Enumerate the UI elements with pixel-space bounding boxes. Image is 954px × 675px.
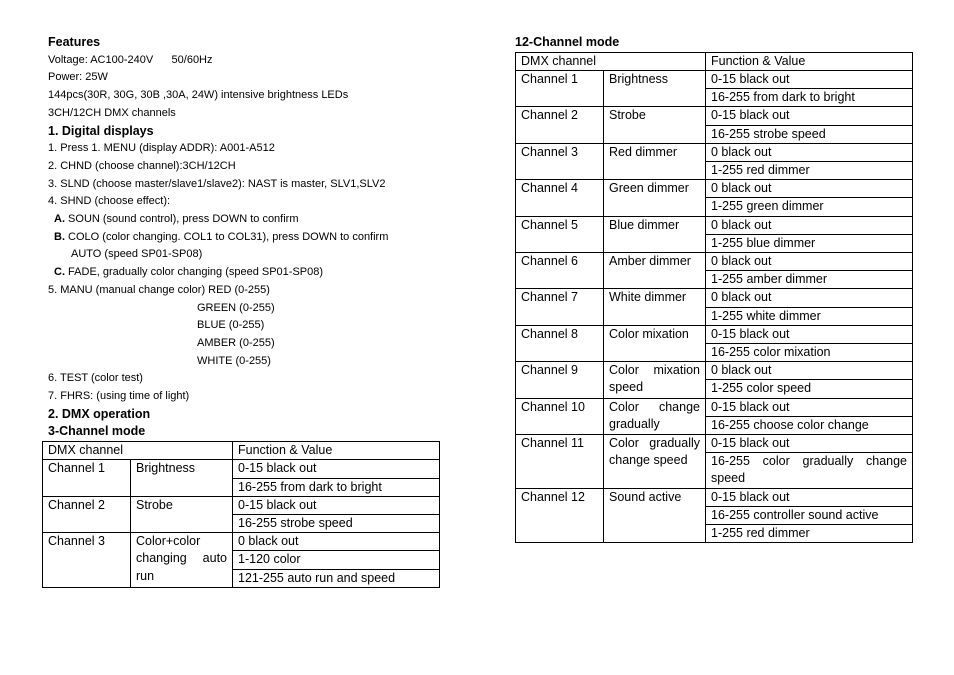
value-cell: 0 black out <box>706 216 913 234</box>
table-row <box>516 180 913 198</box>
right-column <box>515 34 915 543</box>
value-cell: 0 black out <box>706 362 913 380</box>
effect-item-c <box>48 264 443 282</box>
value-cell: 0-15 black out <box>706 325 913 343</box>
table-row <box>516 70 913 88</box>
channel-cell: Channel 3 <box>516 143 604 179</box>
twelve-channel-table-body <box>516 52 913 542</box>
value-cell: 0 black out <box>233 533 440 551</box>
channel-cell: Channel 1 <box>516 70 604 106</box>
function-name-cell: Blue dimmer <box>604 216 706 252</box>
effect-letter: B. <box>54 230 65 243</box>
effect-text: FADE, gradually color changing (speed SP01-SP08) <box>65 266 324 279</box>
effect-text: COLO (color changing. COL1 to COL31), press DOWN to confirm <box>65 230 389 243</box>
features-heading: Features <box>48 35 101 49</box>
value-cell: 16-255 from dark to bright <box>706 89 913 107</box>
channel-cell: Channel 11 <box>516 434 604 488</box>
table-row <box>516 398 913 416</box>
manu-line: 5. MANU (manual change color) RED (0-255) <box>48 283 270 296</box>
function-name-cell: Color gradually change speed <box>604 434 706 488</box>
table-row <box>43 533 440 551</box>
value-cell: 0-15 black out <box>706 70 913 88</box>
value-cell: 121-255 auto run and speed <box>233 569 440 587</box>
three-channel-table <box>42 441 440 588</box>
value-cell: 0 black out <box>706 180 913 198</box>
function-name-cell: White dimmer <box>604 289 706 325</box>
channel-cell: Channel 1 <box>43 460 131 496</box>
function-name-cell: Color mixation speed <box>604 362 706 398</box>
value-cell: 16-255 choose color change <box>706 416 913 434</box>
table-row <box>516 216 913 234</box>
channel-cell: Channel 5 <box>516 216 604 252</box>
channel-cell: Channel 3 <box>43 533 131 588</box>
menu-item: 2. CHND (choose channel):3CH/12CH <box>48 159 236 172</box>
value-cell: 16-255 color mixation <box>706 343 913 361</box>
channel-cell: Channel 10 <box>516 398 604 434</box>
value-cell: 1-255 white dimmer <box>706 307 913 325</box>
table-row <box>516 434 913 452</box>
table-row <box>516 143 913 161</box>
voltage-line: Voltage: AC100-240V 50/60Hz <box>48 53 213 66</box>
function-name-cell: Amber dimmer <box>604 252 706 288</box>
twelve-channel-table <box>515 52 913 543</box>
channel-cell: Channel 6 <box>516 252 604 288</box>
function-name-cell: Brightness <box>604 70 706 106</box>
dmx-operation-heading: 2. DMX operation <box>48 406 151 421</box>
value-cell: 1-255 green dimmer <box>706 198 913 216</box>
fhrs-line: 7. FHRS: (using time of light) <box>48 390 190 403</box>
function-name-cell: Color+color changing auto run <box>131 533 233 588</box>
value-cell: 16-255 strobe speed <box>706 125 913 143</box>
table-row <box>516 252 913 270</box>
value-cell: 1-255 blue dimmer <box>706 234 913 252</box>
value-cell: 1-255 red dimmer <box>706 161 913 179</box>
manu-color: AMBER (0-255) <box>197 336 275 349</box>
test-line: 6. TEST (color test) <box>48 372 143 385</box>
digital-displays-heading: 1. Digital displays <box>48 123 154 138</box>
function-name-cell: Strobe <box>604 107 706 143</box>
manu-color: GREEN (0-255) <box>197 301 275 314</box>
function-name-cell: Green dimmer <box>604 180 706 216</box>
table-row <box>516 107 913 125</box>
manu-color: BLUE (0-255) <box>197 319 265 332</box>
effect-letter: C. <box>54 266 65 279</box>
table-row <box>43 496 440 514</box>
value-cell: 0 black out <box>706 252 913 270</box>
value-cell: 0-15 black out <box>706 434 913 452</box>
menu-item: 4. SHND (choose effect): <box>48 195 171 208</box>
channel-cell: Channel 2 <box>516 107 604 143</box>
header-cell: DMX channel <box>516 52 706 70</box>
value-cell: 0-15 black out <box>706 107 913 125</box>
value-cell: 1-120 color <box>233 551 440 569</box>
effect-item-a <box>48 211 443 229</box>
value-cell: 1-255 red dimmer <box>706 524 913 542</box>
value-cell: 0 black out <box>706 289 913 307</box>
auto-line: AUTO (speed SP01-SP08) <box>71 248 203 261</box>
function-name-cell: Color change gradually <box>604 398 706 434</box>
table-row <box>43 460 440 478</box>
function-name-cell: Brightness <box>131 460 233 496</box>
leds-line: 144pcs(30R, 30G, 30B ,30A, 24W) intensive brightness LEDs <box>48 89 349 102</box>
table-row <box>516 362 913 380</box>
table-header-row <box>43 442 440 460</box>
manu-color: WHITE (0-255) <box>197 354 271 367</box>
table-header-row <box>516 52 913 70</box>
channel-cell: Channel 4 <box>516 180 604 216</box>
mode3-heading: 3-Channel mode <box>48 424 146 439</box>
value-cell: 1-255 amber dimmer <box>706 271 913 289</box>
channel-cell: Channel 7 <box>516 289 604 325</box>
channel-cell: Channel 8 <box>516 325 604 361</box>
function-name-cell: Red dimmer <box>604 143 706 179</box>
function-name-cell: Strobe <box>131 496 233 532</box>
value-cell: 16-255 strobe speed <box>233 514 440 532</box>
function-name-cell: Color mixation <box>604 325 706 361</box>
value-cell: 16-255 controller sound active <box>706 506 913 524</box>
power-line: Power: 25W <box>48 71 108 84</box>
header-cell: Function & Value <box>233 442 440 460</box>
value-cell: 0-15 black out <box>706 488 913 506</box>
header-cell: Function & Value <box>706 52 913 70</box>
value-cell: 16-255 color gradually change speed <box>706 453 913 488</box>
channels-line: 3CH/12CH DMX channels <box>48 106 176 119</box>
value-cell: 1-255 color speed <box>706 380 913 398</box>
channel-cell: Channel 9 <box>516 362 604 398</box>
table-row <box>516 289 913 307</box>
value-cell: 16-255 from dark to bright <box>233 478 440 496</box>
effect-letter: A. <box>54 213 65 226</box>
value-cell: 0 black out <box>706 143 913 161</box>
table-row <box>516 325 913 343</box>
value-cell: 0-15 black out <box>233 460 440 478</box>
menu-item: 3. SLND (choose master/slave1/slave2): NAST is master, SLV1,SLV2 <box>48 177 386 190</box>
table-row <box>516 488 913 506</box>
header-cell: DMX channel <box>43 442 233 460</box>
effect-item-b <box>48 229 443 247</box>
mode12-heading: 12-Channel mode <box>515 35 620 49</box>
left-column <box>48 34 443 588</box>
channel-cell: Channel 12 <box>516 488 604 543</box>
menu-item: 1. Press 1. MENU (display ADDR): A001-A512 <box>48 142 275 155</box>
value-cell: 0-15 black out <box>706 398 913 416</box>
channel-cell: Channel 2 <box>43 496 131 532</box>
effect-text: SOUN (sound control), press DOWN to confirm <box>65 213 299 226</box>
value-cell: 0-15 black out <box>233 496 440 514</box>
function-name-cell: Sound active <box>604 488 706 543</box>
